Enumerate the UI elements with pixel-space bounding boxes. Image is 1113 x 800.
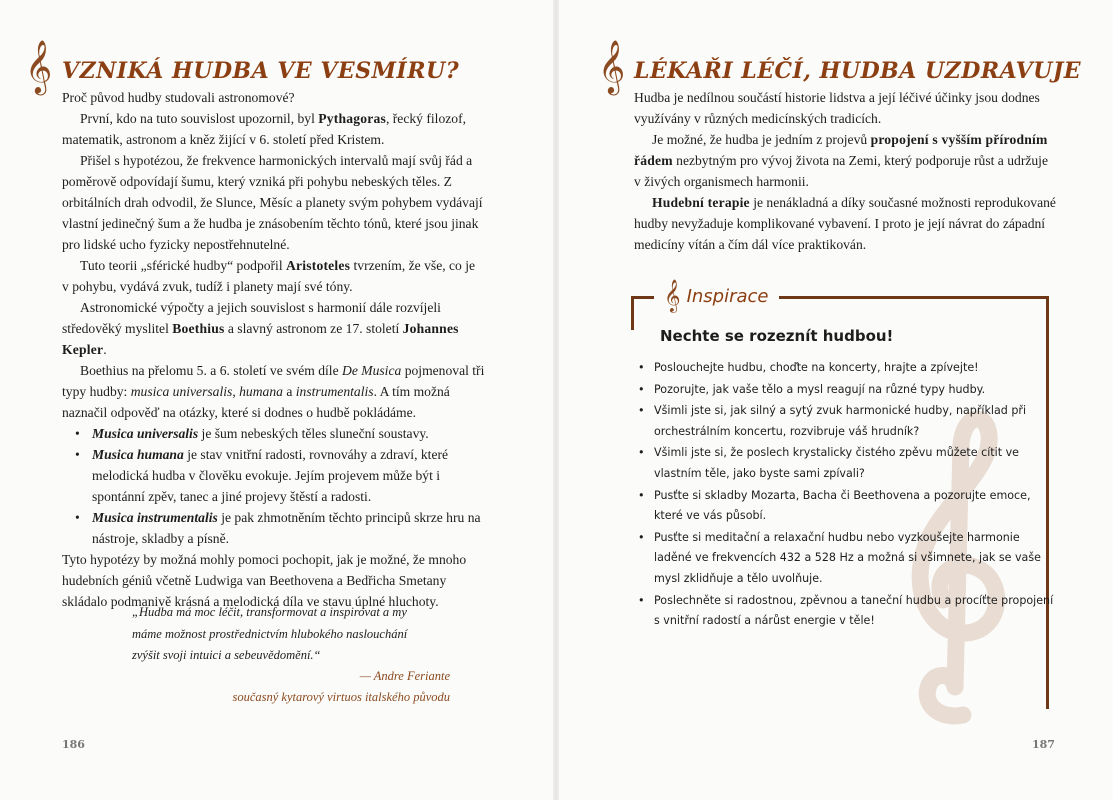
quote-author-role: současný kytarový virtuos italského původu (232, 690, 450, 704)
page-number-left: 186 (62, 738, 85, 751)
list-item: • Pusťte si skladby Mozarta, Bacha či Beethovena a pozorujte emoce, které ve vás působí. (654, 486, 1059, 527)
treble-clef-icon: 𝄞 (664, 279, 681, 312)
conclusion-paragraph: Tyto hypotézy by možná mohly pomoci pochopit, jak je možné, že mnoho hudebních géniů včetně Ludwiga van Beethovena a Bedřicha Smetany skládalo podmanivě krásná a melodická díla ve stavu úplné hluchoty. (62, 552, 467, 609)
inspiration-title: Nechte se rozeznít hudbou! (660, 327, 894, 345)
right-body (634, 87, 1056, 255)
list-item: • Musica instrumentalis je pak zhmotněním těchto principů skrze hru na nástroje, skladby a písně. (92, 507, 485, 549)
list-item: • Pusťte si meditační a relaxační hudbu nebo vyzkoušejte harmonie laděné ve frekvencích 432 a 528 Hz a možná si všimnete, jak se vaše mysl zklidňuje a tělo uvolňuje. (654, 528, 1059, 590)
left-page (0, 0, 556, 800)
treble-clef-icon: 𝄞 (25, 39, 53, 93)
music-types-list (62, 423, 485, 549)
list-item: • Poslechněte si radostnou, zpěvnou a taneční hudbu a procíťte propojení s vnitřní radostí a nárůst energie v těle! (654, 591, 1059, 632)
astronomy-paragraph: Astronomické výpočty a jejich souvislost s harmonií dále rozvíjeli středověký myslitel Boethius a slavný astronom ze 17. století Johannes Kepler. (62, 300, 459, 357)
list-item: • Poslouchejte hudbu, choďte na koncerty, hrajte a zpívejte! (654, 358, 1059, 379)
quote-author: — Andre Feriante (359, 669, 450, 683)
natural-order-paragraph: Je možné, že hudba je jedním z projevů propojení s vyšším přírodním řádem nezbytným pro vývoj života na Zemi, který podporuje růst a udržuje v živých organismech harmonii. (634, 132, 1048, 189)
boethius-paragraph: Boethius na přelomu 5. a 6. století ve svém díle De Musica pojmenoval tři typy hudby: musica universalis, humana a instrumentalis. A tím možná naznačil odpověď na otázky, které si dodnes o hudbě pokládáme. (62, 363, 485, 420)
list-item: • Všimli jste si, jak silný a sytý zvuk harmonické hudby, například při orchestrálním koncertu, rozvibruje váš hrudník? (654, 401, 1059, 442)
list-item: • Všimli jste si, že poslech krystalicky čistého zpěvu můžete cítit ve vlastním těle, jako byste sami zpívali? (654, 443, 1059, 484)
right-heading: LÉKAŘI LÉČÍ, HUDBA UZDRAVUJE (634, 58, 1082, 84)
list-item: • Pozorujte, jak vaše tělo a mysl reagují na různé typy hudby. (654, 380, 1059, 401)
inspiration-label: Inspirace (686, 285, 769, 307)
list-item: • Musica universalis je šum nebeských těles sluneční soustavy. (92, 423, 485, 444)
treble-clef-icon: 𝄞 (598, 39, 626, 93)
hypothesis-paragraph: Přišel s hypotézou, že frekvence harmonických intervalů mají svůj řád a poměrově odpovídají šumu, který vzniká při pohybu nebeských těles. Z orbitálních drah odvodil, že Slunce, Měsíc a planety svým pohybem vydávají vlastní jedinečný šum a že hudba je znásobením těchto tónů, které jsou jinak pro lidské ucho fyzicky nepostřehnutelné. (62, 153, 483, 252)
inspiration-header (654, 278, 779, 314)
list-item: • Musica humana je stav vnitřní radosti, rovnováhy a zdraví, které melodická hudba v člověku evokuje. Jejím projevem může být i spontánní zpěv, tanec a jiné projevy štěstí a radosti. (92, 444, 485, 507)
aristoteles-paragraph: Tuto teorii „sférické hudby“ podpořil Aristoteles tvrzením, že vše, co je v pohybu, vydává zvuk, tudíž i planety mají své tóny. (62, 258, 476, 294)
left-body (62, 87, 485, 612)
inspiration-frame-tick (631, 296, 634, 330)
pythagoras-paragraph: První, kdo na tuto souvislost upozornil, byl Pythagoras, řecký filozof, matematik, astronom a kněz žijící v 6. století před Kristem. (62, 111, 467, 147)
therapy-paragraph: Hudební terapie je nenákladná a díky současné možnosti reprodukované hudby nevyžaduje komplikované vybavení. I proto je její návrat do západní medicíny vítán a čím dál více praktikován. (634, 195, 1056, 252)
quote-text: „Hudba má moc léčit, transformovat a inspirovat a my máme možnost prostřednictvím hlubokého naslouchání zvýšit svoji intuici a sebeuvědomění.“ (132, 605, 408, 662)
intro-question: Proč původ hudby studovali astronomové? (62, 90, 295, 105)
quote-attribution (200, 666, 450, 708)
page-number-right: 187 (1032, 738, 1055, 751)
inspiration-list (636, 358, 1059, 633)
history-paragraph: Hudba je nedílnou součástí historie lidstva a její léčivé účinky jsou dodnes využívány v různých medicínských tradicích. (634, 90, 1040, 126)
left-heading: VZNIKÁ HUDBA VE VESMÍRU? (62, 58, 460, 84)
right-page (556, 0, 1113, 800)
